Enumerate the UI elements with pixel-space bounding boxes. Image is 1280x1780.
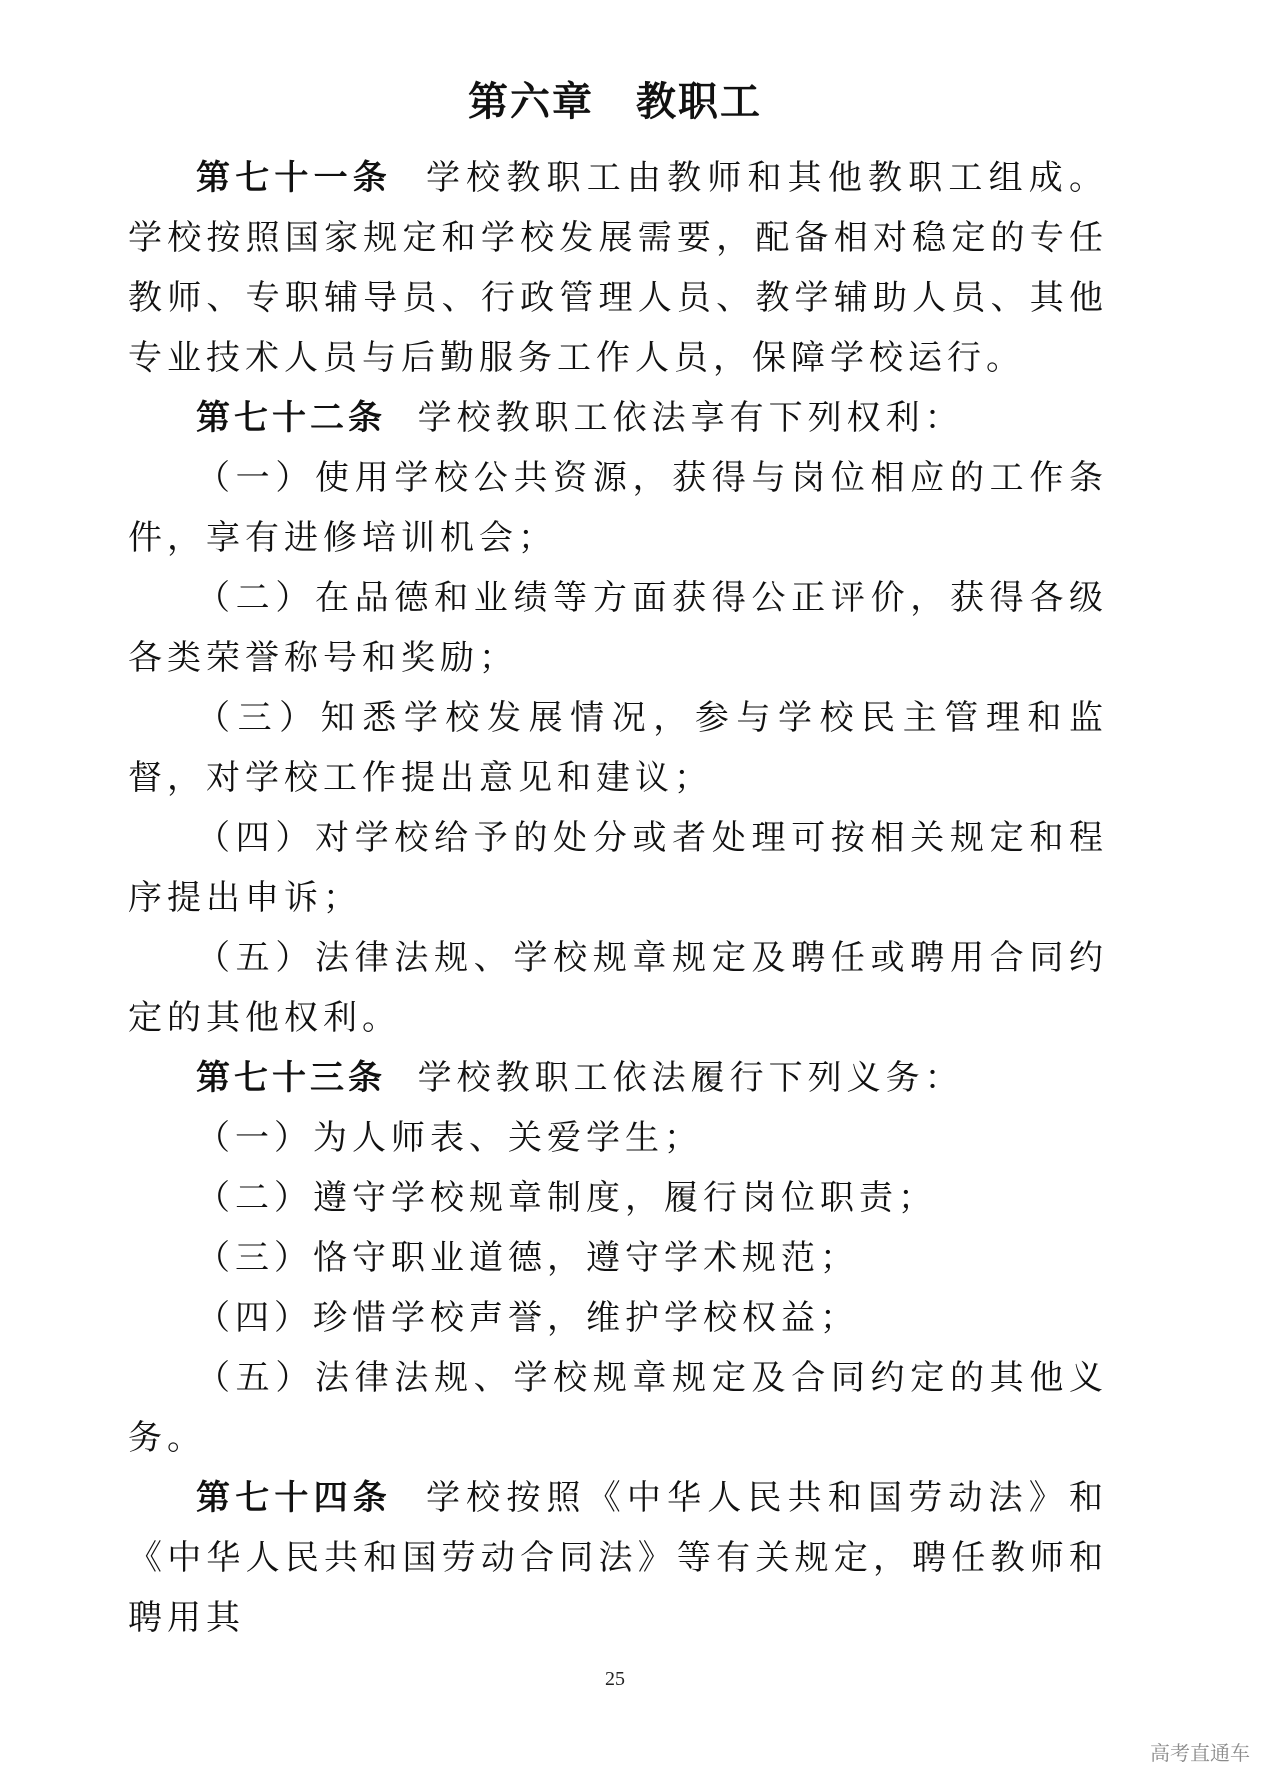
chapter-title: 第六章 教职工 xyxy=(468,79,762,125)
article-73 xyxy=(128,1048,1108,1108)
list-item: （一）为人师表、关爱学生； xyxy=(196,1118,703,1158)
article-text: 学校教职工由教师和其他教职工组成。学校按照国家规定和学校发展需要，配备相对稳定的专任教师、专职辅导员、行政管理人员、教学辅助人员、其他专业技术人员与后勤服务工作人员，保障学校运行。 xyxy=(128,158,1108,378)
list-item: （二）遵守学校规章制度，履行岗位职责； xyxy=(196,1178,937,1218)
page-number: 25 xyxy=(605,1668,625,1690)
article-72 xyxy=(128,388,1108,448)
list-item: （三）知悉学校发展情况，参与学校民主管理和监督，对学校工作提出意见和建议； xyxy=(128,698,1108,798)
chapter-body xyxy=(128,148,1108,1648)
article-text: 学校教职工依法履行下列义务： xyxy=(417,1058,964,1098)
article-text: 学校按照《中华人民共和国劳动法》和《中华人民共和国劳动合同法》等有关规定，聘任教师和聘用其 xyxy=(128,1478,1108,1638)
list-item: （三）恪守职业道德，遵守学术规范； xyxy=(196,1238,859,1278)
list-item: （五）法律法规、学校规章规定及聘任或聘用合同约定的其他权利。 xyxy=(128,938,1108,1038)
list-item: （四）珍惜学校声誉，维护学校权益； xyxy=(196,1298,859,1338)
watermark-label: 高考直通车 xyxy=(1150,1741,1250,1765)
list-item: （一）使用学校公共资源，获得与岗位相应的工作条件，享有进修培训机会； xyxy=(128,458,1108,558)
article-number: 第七十二条 xyxy=(196,398,386,438)
list-item: （五）法律法规、学校规章规定及合同约定的其他义务。 xyxy=(128,1358,1108,1458)
list-item: （二）在品德和业绩等方面获得公正评价，获得各级各类荣誉称号和奖励； xyxy=(128,578,1108,678)
article-71 xyxy=(128,148,1108,388)
article-number: 第七十四条 xyxy=(196,1478,392,1518)
article-text: 学校教职工依法享有下列权利： xyxy=(417,398,964,438)
article-number: 第七十一条 xyxy=(196,158,392,198)
list-item: （四）对学校给予的处分或者处理可按相关规定和程序提出申诉； xyxy=(128,818,1108,918)
article-74 xyxy=(128,1468,1108,1648)
article-number: 第七十三条 xyxy=(196,1058,386,1098)
